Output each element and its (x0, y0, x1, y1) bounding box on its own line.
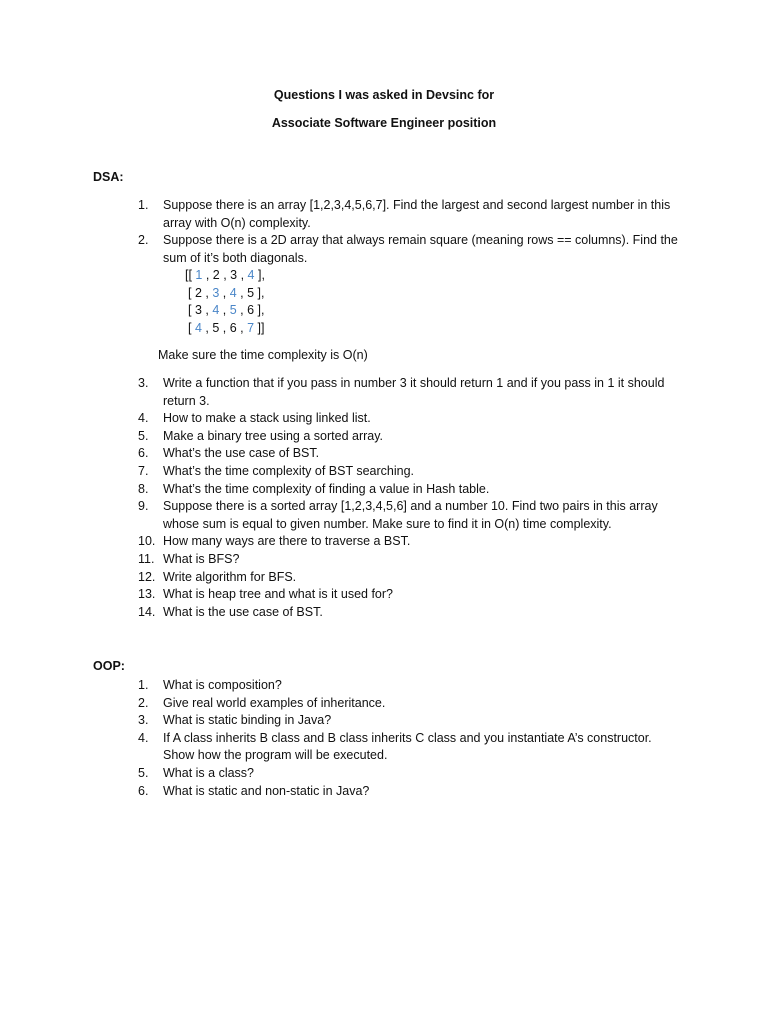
question-number: 11. (138, 551, 155, 566)
question-text: What’s the use case of BST. (163, 446, 320, 461)
question-item (138, 232, 683, 267)
question-number: 10. (138, 534, 156, 549)
question-number: 4. (138, 411, 149, 426)
matrix-cell: 6 (247, 303, 255, 318)
matrix-close-bracket: ], (254, 303, 265, 318)
question-item (138, 375, 683, 410)
question-text: What is static and non-static in Java? (163, 783, 370, 798)
matrix-row: [ 4 , 5 , 6 , 7 ]] (188, 320, 265, 335)
matrix-cell: 3 (230, 268, 238, 282)
question-number: 3. (138, 376, 149, 390)
dsa-heading: DSA: (93, 170, 124, 184)
question-text: How many ways are there to traverse a BST. (163, 534, 411, 549)
question-number: 3. (138, 713, 149, 728)
matrix-open-bracket: [ (188, 303, 195, 318)
matrix-close-bracket: ], (254, 268, 265, 282)
matrix-open-bracket: [ (188, 285, 195, 300)
question-item (138, 463, 683, 481)
question-item (138, 569, 683, 587)
document-title-line-2: Associate Software Engineer position (271, 116, 497, 130)
question-item (138, 445, 683, 463)
question-text: How to make a stack using linked list. (163, 411, 371, 426)
question-item (138, 498, 683, 533)
oop-question-list (138, 677, 683, 800)
question-item (138, 551, 683, 569)
question-text: What is the use case of BST. (163, 604, 323, 619)
question-item (138, 410, 683, 428)
matrix-close-bracket: ], (254, 285, 265, 300)
question-number: 5. (138, 765, 149, 780)
question-text: Write algorithm for BFS. (163, 569, 297, 584)
question-text: What’s the time complexity of finding a value in Hash table. (163, 481, 490, 496)
question-item (138, 695, 683, 713)
question-number: 5. (138, 428, 149, 443)
matrix-cell: 4 (212, 303, 220, 318)
diagonal-matrix-example (185, 267, 265, 337)
question-number: 7. (138, 463, 149, 478)
question-number: 6. (138, 783, 149, 798)
matrix-cell: 1 (195, 268, 203, 282)
matrix-cell: 2 (212, 268, 220, 282)
question-item (138, 604, 683, 622)
question-text: Make a binary tree using a sorted array. (163, 428, 384, 443)
question-number: 9. (138, 499, 149, 514)
question-number: 13. (138, 587, 156, 602)
dsa-question-list-part-1 (138, 197, 683, 267)
question-item (138, 481, 683, 499)
matrix-close-bracket: ]] (254, 320, 265, 335)
matrix-cell: 3 (212, 285, 220, 300)
question-number: 14. (138, 604, 156, 619)
matrix-cell: 3 (194, 303, 202, 318)
matrix-cell: 5 (247, 285, 255, 300)
question-item (138, 783, 683, 801)
matrix-open-bracket: [[ (185, 268, 196, 282)
question-item (138, 197, 683, 232)
matrix-row: [ 3 , 4 , 5 , 6 ], (188, 303, 265, 318)
matrix-cell: 4 (247, 268, 255, 282)
matrix-row: [ 2 , 3 , 4 , 5 ], (188, 285, 265, 300)
question-text: Suppose there is a sorted array [1,2,3,4,5,6] and a number 10. Find two pairs in this array whose sum is equal to given number. Make sure to find it in O(n) time complexity. (163, 499, 658, 531)
question-number: 2. (138, 233, 149, 248)
question-item (138, 730, 683, 765)
question-item (138, 765, 683, 783)
matrix-cell: 2 (194, 285, 202, 300)
question-text: What is static binding in Java? (163, 713, 332, 728)
complexity-note: Make sure the time complexity is O(n) (158, 348, 368, 362)
question-text: Write a function that if you pass in number 3 it should return 1 and if you pass in 1 it should return 3. (163, 376, 665, 408)
dsa-question-list-part-2 (138, 375, 683, 621)
oop-heading: OOP: (93, 659, 125, 673)
question-text: What is a class? (163, 765, 255, 780)
question-text: Suppose there is a 2D array that always remain square (meaning rows == columns). Find the sum of it’s both diagonals. (163, 233, 678, 265)
question-text: What is composition? (163, 678, 282, 692)
question-number: 6. (138, 446, 149, 461)
question-text: Give real world examples of inheritance. (163, 695, 386, 710)
question-text: If A class inherits B class and B class inherits C class and you instantiate A’s constructor. Show how the program will be executed. (163, 730, 652, 763)
question-item (138, 533, 683, 551)
question-number: 4. (138, 730, 149, 745)
question-number: 12. (138, 569, 156, 584)
matrix-row: [[ 1 , 2 , 3 , 4 ], (185, 268, 265, 282)
question-item (138, 677, 683, 695)
matrix-cell: 7 (247, 320, 255, 335)
document-title-line-1: Questions I was asked in Devsinc for (273, 88, 495, 102)
question-text: What’s the time complexity of BST searching. (163, 463, 415, 478)
question-text: Suppose there is an array [1,2,3,4,5,6,7]. Find the largest and second largest number in this array with O(n) complexity. (163, 198, 671, 230)
question-item (138, 586, 683, 604)
matrix-cell: 5 (212, 320, 220, 335)
matrix-open-bracket: [ (188, 320, 195, 335)
matrix-cell: 5 (229, 303, 237, 318)
question-number: 1. (138, 198, 149, 212)
question-number: 8. (138, 481, 149, 496)
question-text: What is BFS? (163, 551, 240, 566)
question-number: 1. (138, 678, 149, 692)
question-item (138, 428, 683, 446)
matrix-cell: 4 (194, 320, 202, 335)
question-number: 2. (138, 695, 149, 710)
matrix-cell: 4 (229, 285, 237, 300)
question-text: What is heap tree and what is it used for? (163, 587, 393, 602)
matrix-cell: 6 (229, 320, 237, 335)
question-item (138, 712, 683, 730)
